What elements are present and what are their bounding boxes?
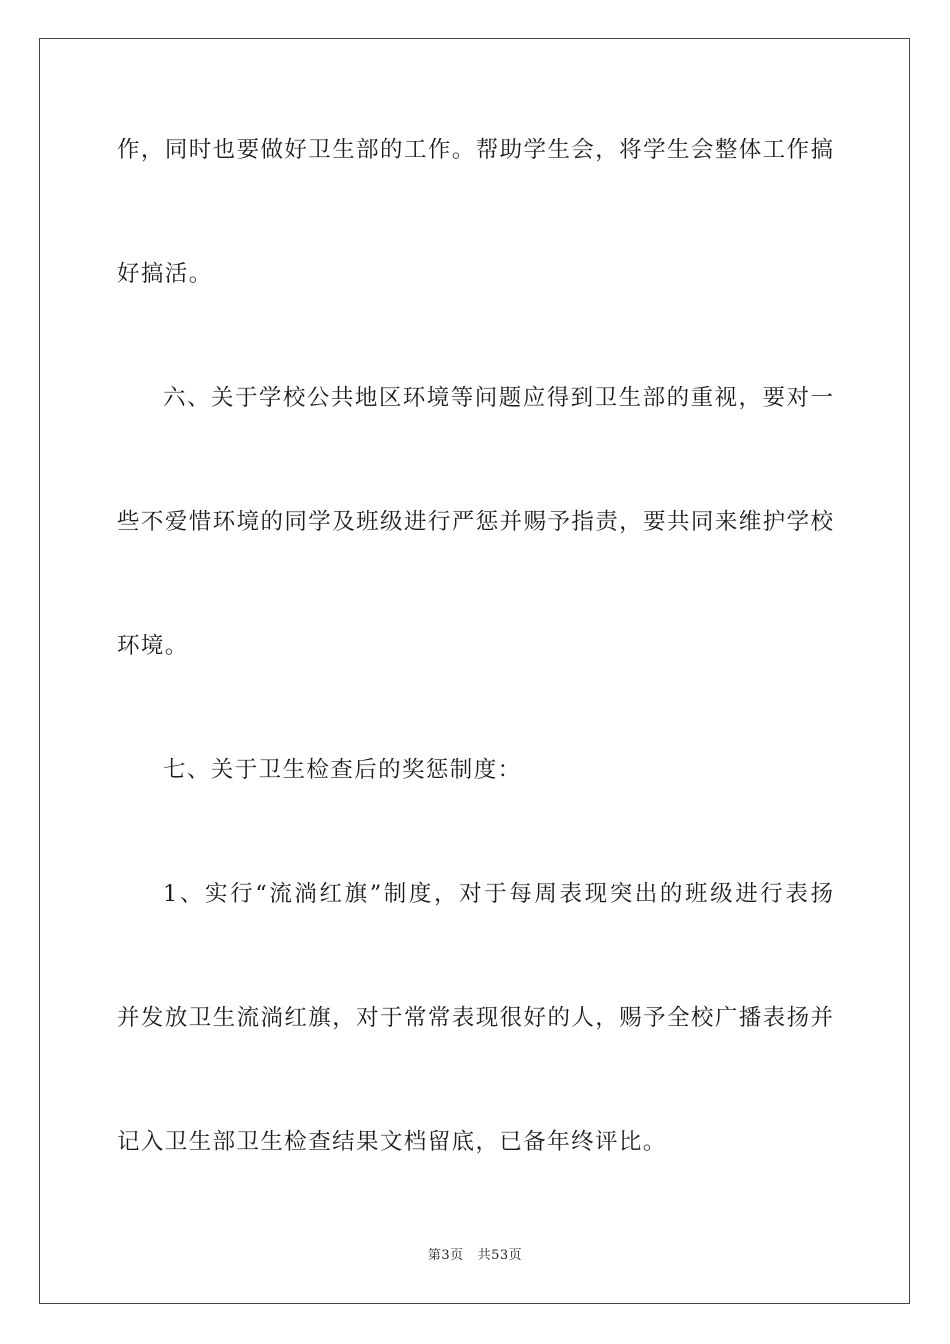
page-total: 共53页 [477, 1248, 523, 1263]
page-footer [0, 1247, 950, 1265]
paragraph-line: 六、关于学校公共地区环境等问题应得到卫生部的重视，要对一 [163, 385, 833, 411]
paragraph-line: 些不爱惜环境的同学及班级进行严惩并赐予指责，要共同来维护学校 [117, 509, 833, 535]
paragraph-line: 记入卫生部卫生检查结果文档留底，已备年终评比。 [117, 1129, 667, 1155]
paragraph-line: 好搞活。 [117, 261, 213, 287]
page-border [39, 38, 910, 1304]
paragraph-line: 1、实行“流淌红旗”制度，对于每周表现突出的班级进行表扬 [163, 881, 833, 907]
paragraph-line: 环境。 [117, 633, 189, 659]
paragraph-line: 七、关于卫生检查后的奖惩制度： [163, 757, 522, 783]
page-number: 第3页 [427, 1248, 464, 1263]
paragraph-line: 作，同时也要做好卫生部的工作。帮助学生会，将学生会整体工作搞 [117, 137, 833, 163]
paragraph-line: 并发放卫生流淌红旗，对于常常表现很好的人，赐予全校广播表扬并 [117, 1005, 833, 1031]
